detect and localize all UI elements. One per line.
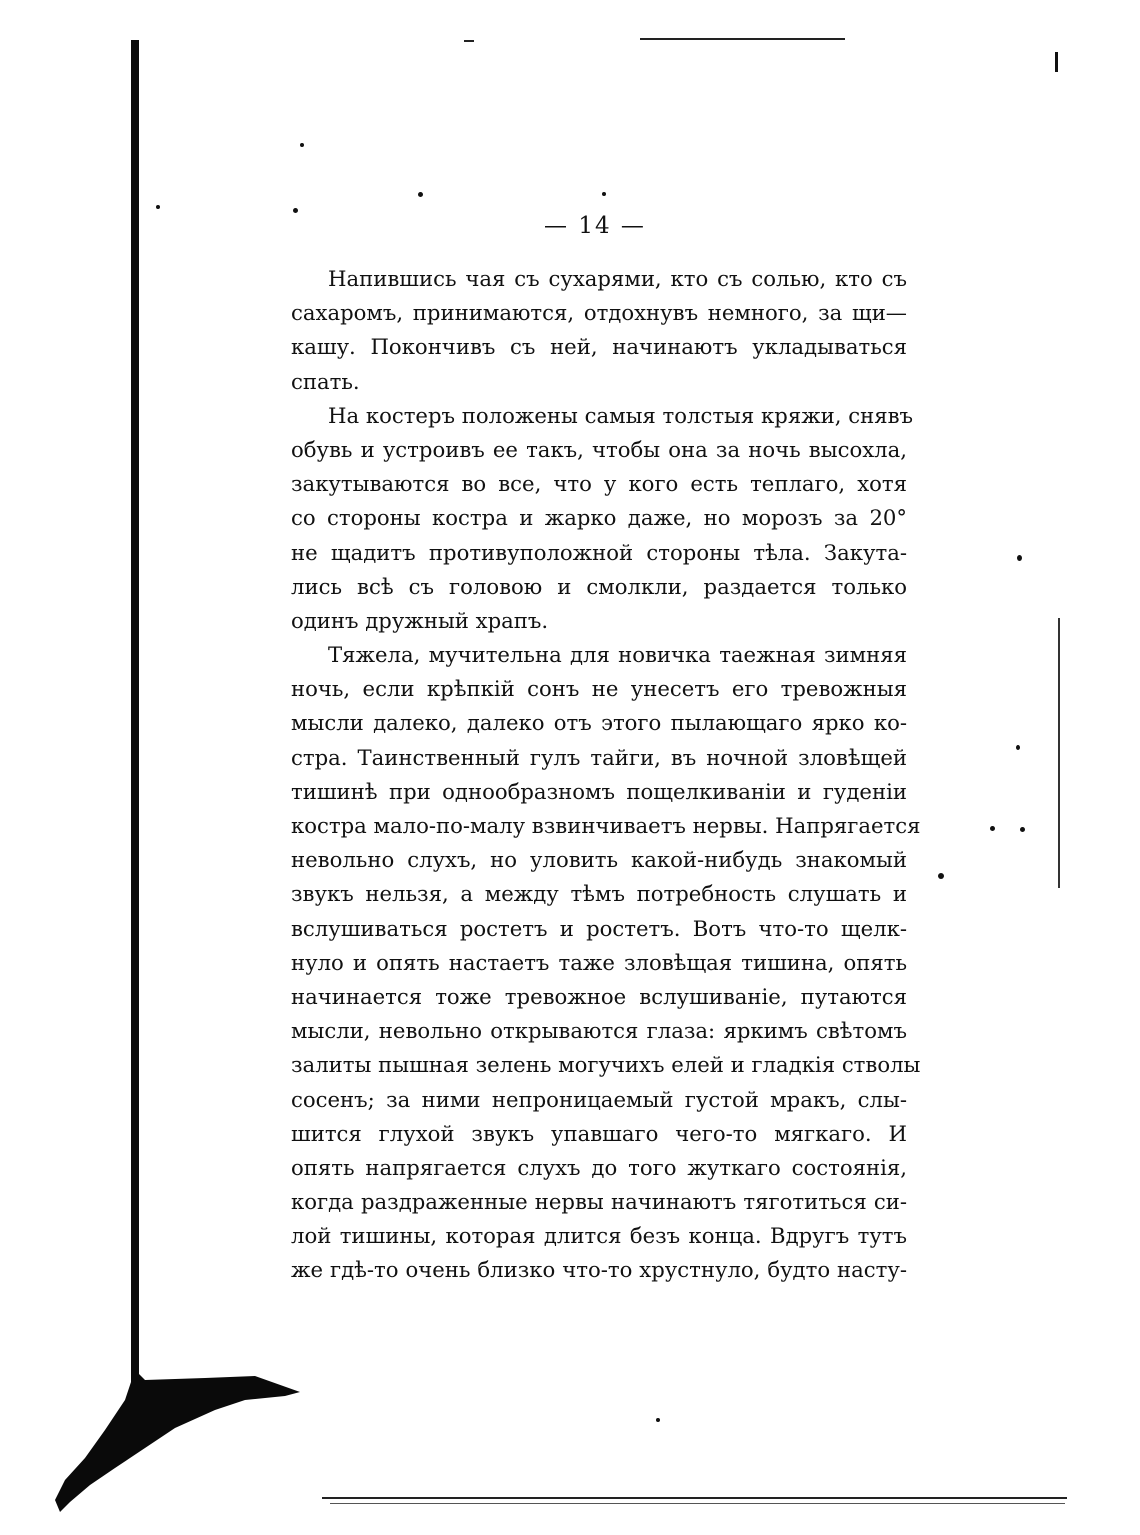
body-text (291, 262, 921, 1288)
text-line: нуло и опять настаетъ таже зловѣщая тишина, опять (291, 949, 907, 975)
text-line: лой тишины, которая длится безъ конца. Вдругъ тутъ (291, 1223, 907, 1249)
right-edge-bar (1058, 618, 1060, 888)
top-edge-rule (640, 38, 845, 40)
dust-speck (938, 873, 944, 879)
text-line: Тяжела, мучительна для новичка таежная зимняя (328, 642, 907, 668)
dust-speck (156, 205, 160, 209)
text-line: мысли, невольно открываются глаза: яркимъ свѣтомъ (291, 1018, 907, 1044)
binding-edge (131, 40, 139, 1390)
text-line: мысли далеко, далеко отъ этого пылающаго ярко ко- (291, 710, 907, 736)
text-line: не щадитъ противуположной стороны тѣла. Закута- (291, 539, 907, 565)
text-line: кашу. Покончивъ съ ней, начинаютъ укладываться (291, 334, 907, 360)
text-line: закутываются во все, что у кого есть теплаго, хотя (291, 471, 907, 497)
text-line: сосенъ; за ними непроницаемый густой мракъ, слы- (291, 1086, 907, 1112)
dust-speck (656, 1418, 660, 1422)
text-line: залиты пышная зелень могучихъ елей и гладкія стволы (291, 1052, 921, 1078)
text-line: же гдѣ-то очень близко что-то хрустнуло, будто насту- (291, 1257, 907, 1283)
page-number: — 14 — (544, 213, 646, 239)
dust-speck (1017, 555, 1022, 561)
text-line: когда раздраженные нервы начинаютъ тяготиться си- (291, 1189, 907, 1215)
text-line: спать. (291, 368, 360, 394)
text-line: одинъ дружный храпъ. (291, 607, 549, 633)
text-line: вслушиваться ростетъ и ростетъ. Вотъ что-то щелк- (291, 915, 907, 941)
dust-speck (300, 143, 304, 147)
dust-speck (990, 826, 995, 831)
text-line: обувь и устроивъ ее такъ, чтобы она за ночь высохла, (291, 436, 907, 462)
text-line: стра. Таинственный гулъ тайги, въ ночной зловѣщей (291, 744, 907, 770)
text-line: лись всѣ съ головою и смолкли, раздается только (291, 573, 907, 599)
text-line: костра мало-по-малу взвинчиваетъ нервы. Напрягается (291, 813, 921, 838)
text-line: звукъ нельзя, а между тѣмъ потребность слушать и (291, 881, 907, 907)
text-line: Напившись чая съ сухарями, кто съ солью, кто съ (328, 266, 907, 291)
bottom-edge-rule-thin (330, 1503, 1065, 1504)
dust-speck (418, 192, 423, 197)
text-line: начинается тоже тревожное вслушиваніе, путаются (291, 983, 907, 1009)
dust-speck (1016, 745, 1020, 750)
text-line: опять напрягается слухъ до того жуткаго состоянія, (291, 1154, 907, 1180)
text-line: ночь, если крѣпкій сонъ не унесетъ его тревожныя (291, 676, 907, 702)
binding-shadow-shape (55, 1370, 315, 1515)
text-line: невольно слухъ, но уловить какой-нибудь знакомый (291, 847, 907, 873)
right-edge-mark (1055, 52, 1058, 72)
text-line: шится глухой звукъ упавшаго чего-то мягкаго. И (291, 1120, 907, 1146)
dust-speck (1020, 827, 1025, 832)
text-line: сахаромъ, принимаются, отдохнувъ немного, за щи— (291, 300, 907, 326)
text-line: тишинѣ при однообразномъ пощелкиваніи и гуденіи (291, 778, 907, 804)
top-edge-mark (464, 40, 474, 42)
bottom-edge-rule (322, 1497, 1067, 1499)
dust-speck (602, 192, 606, 196)
text-line: со стороны костра и жарко даже, но морозъ за 20° (291, 505, 907, 531)
text-line: На костеръ положены самыя толстыя кряжи, снявъ (328, 402, 914, 428)
